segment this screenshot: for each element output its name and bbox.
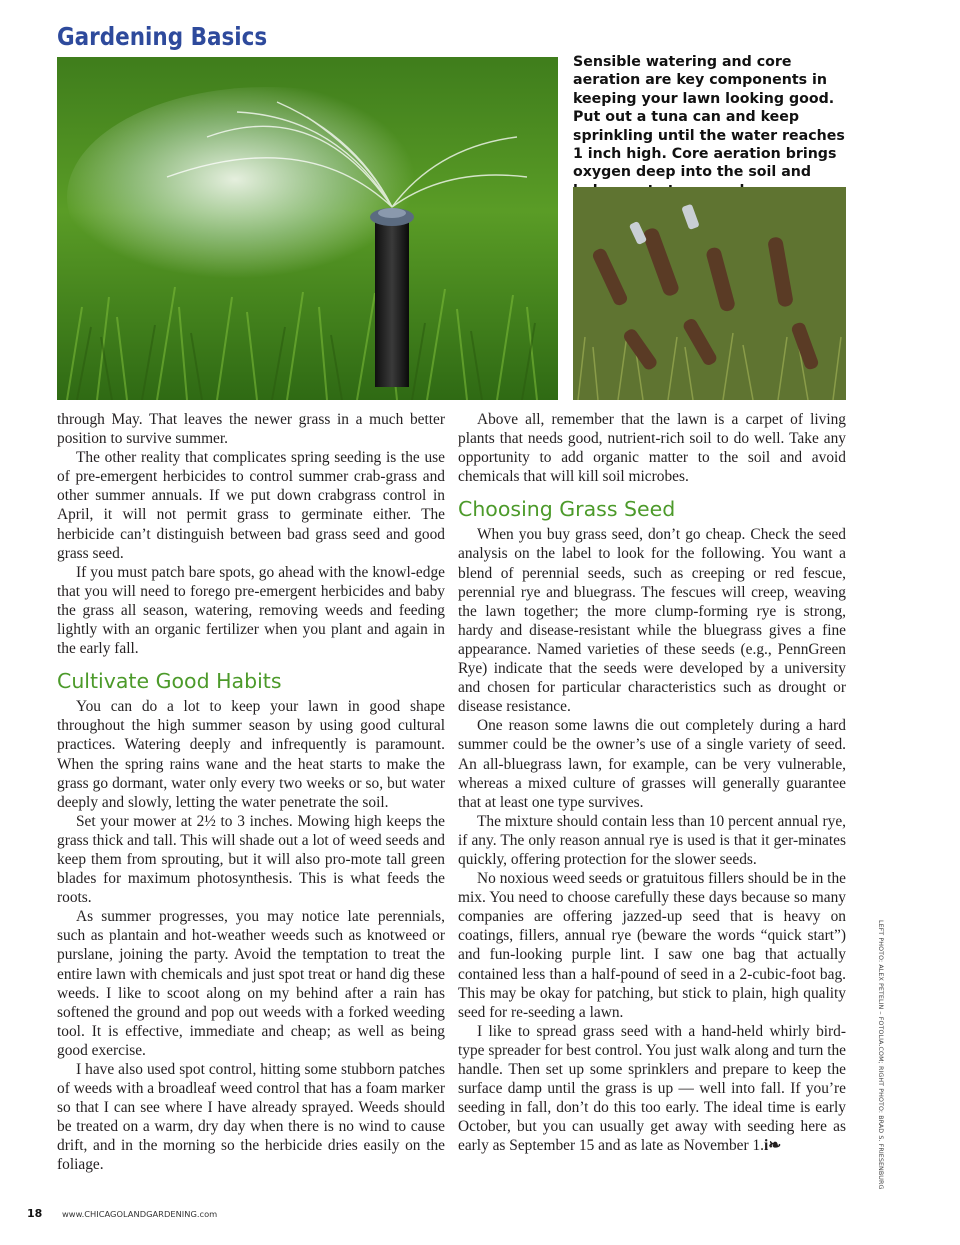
body-paragraph: Set your mower at 2½ to 3 inches. Mowing high keeps the grass thick and tall. This will shade out a lot of weed seeds and keep them from sprouting, but it will also pro-mote tall green blades for maximum photosynthesis. This is what feeds the roots.	[57, 812, 445, 907]
sprinkler-photo-illustration	[57, 57, 558, 400]
aeration-photo	[573, 187, 846, 400]
body-paragraph: The mixture should contain less than 10 percent annual rye, if any. The only reason annual rye is used is that it ger-minates quickly, offering protection for the slower seeds.	[458, 812, 846, 868]
body-paragraph: When you buy grass seed, don’t go cheap. Check the seed analysis on the label to look for the following. You want a blend of perennial seeds, such as creeping or red fescue, perennial rye and bluegrass. The fescues will creep, weaving the lawn together; the more clump-forming rye is strong, hardy and disease-resistant while the bluegrass gives a fine appearance. Named varieties of these seeds (e.g., PennGreen Rye) indicate that the seeds were developed by a university and chosen for particular characteristics such as drought or disease resistance.	[458, 526, 846, 716]
body-paragraph: Above all, remember that the lawn is a carpet of living plants that needs good, nutrient-rich soil to do well. Take any opportunity to add organic matter to the soil and avoid chemicals that will kill soil microbes.	[458, 411, 846, 486]
body-paragraph: No noxious weed seeds or gratuitous fillers should be in the mix. You need to choose carefully these days because so many companies are offering jazzed-up seed that is heavy on coatings, fillers, annual rye (beware the words “quick start”) and fun-looking purple lint. I saw one bag that actually contained less than a half-pound of seed in a 2-cubic-foot bag. This may be okay for patching, but stick to plain, high quality seed for re-seeding a lawn.	[458, 870, 846, 1021]
website-url: www.CHICAGOLANDGARDENING.com	[62, 1209, 218, 1219]
section-title: Gardening Basics	[57, 22, 268, 51]
left-column	[57, 410, 445, 1175]
body-paragraph: You can do a lot to keep your lawn in good shape throughout the high summer season by using good cultural practices. Watering deeply and infrequently is paramount. When the spring rains wane and the heat starts to make the grass go dormant, water only every two weeks or so, but water deeply and slowly, letting the water penetrate the soil.	[57, 698, 445, 811]
photo-credit: LEFT PHOTO: ALEX PETELIN – FOTOLIA.COM; RIGHT PHOTO: BRAD S. FRIESENBURG	[877, 920, 884, 1190]
photo-caption: Sensible watering and core aeration are key components in keeping your lawn looking good. Put out a tuna can and keep sprinkling until the water reaches 1 inch high. Core aeration brings oxygen deep into the soil and	[573, 54, 845, 181]
body-paragraph: The other reality that complicates spring seeding is the use of pre-emergent herbicides to control summer crab-grass and other summer annuals. If we put down crabgrass control in April, it will not permit grass to germinate either. The herbicide can’t distinguish between bad grass seed and good grass seed.	[57, 449, 445, 562]
body-paragraph: As summer progresses, you may notice late perennials, such as plantain and hot-weather weeds such as knotweed or purslane, joining the party. Avoid the temptation to treat the entire lawn with chemicals and just spot treat or hand dig these weeds. I like to scoot along on my behind after a rain has softened the ground and pop out weeds with a forked weeding tool. It is effective, immediate and cheap; as well as being good exercise.	[57, 908, 445, 1059]
body-paragraph	[458, 1022, 846, 1156]
page-number: 18	[27, 1207, 43, 1220]
body-paragraph-text: I like to spread grass seed with a hand-held whirly bird-type spreader for best control. You just walk along and turn the handle. Then set up some sprinklers and prepare to keep the surface damp until the grass is up — well into fall. If you’re seeding in fall, don’t do this too early. The ideal time is early October, but you can usually get away with seeding here as early as September 15 and as late as November 1.	[458, 1022, 846, 1155]
aeration-photo-illustration	[573, 187, 846, 400]
body-paragraph: If you must patch bare spots, go ahead with the knowl-edge that you will need to forego pre-emergent herbicides and baby the grass all season, watering, removing weeds and feeding lightly with an organic fertilizer when you plant and again in the early fall.	[57, 563, 445, 658]
right-column	[458, 410, 846, 1155]
body-paragraph: through May. That leaves the newer grass in a much better position to survive summer.	[57, 411, 445, 448]
subheading-cultivate-good-habits: Cultivate Good Habits	[57, 669, 282, 694]
body-paragraph: I have also used spot control, hitting some stubborn patches of weeds with a broadleaf weed control that has a foam marker so that I can see where I have already sprayed. Weeds should be treated on a warm, dry day when there is no wind to cause drift, and in the morning so the herbicide dries easily on the foliage.	[57, 1061, 445, 1174]
end-mark-icon: i❧	[764, 1137, 782, 1155]
subheading-choosing-grass-seed: Choosing Grass Seed	[458, 497, 676, 522]
sprinkler-photo	[57, 57, 558, 400]
body-paragraph: One reason some lawns die out completely during a hard summer could be the owner’s use of a single variety of seed. An all-bluegrass lawn, for example, can be very vulnerable, whereas a mixed culture of grasses will generally guarantee that at least one type survives.	[458, 717, 846, 811]
